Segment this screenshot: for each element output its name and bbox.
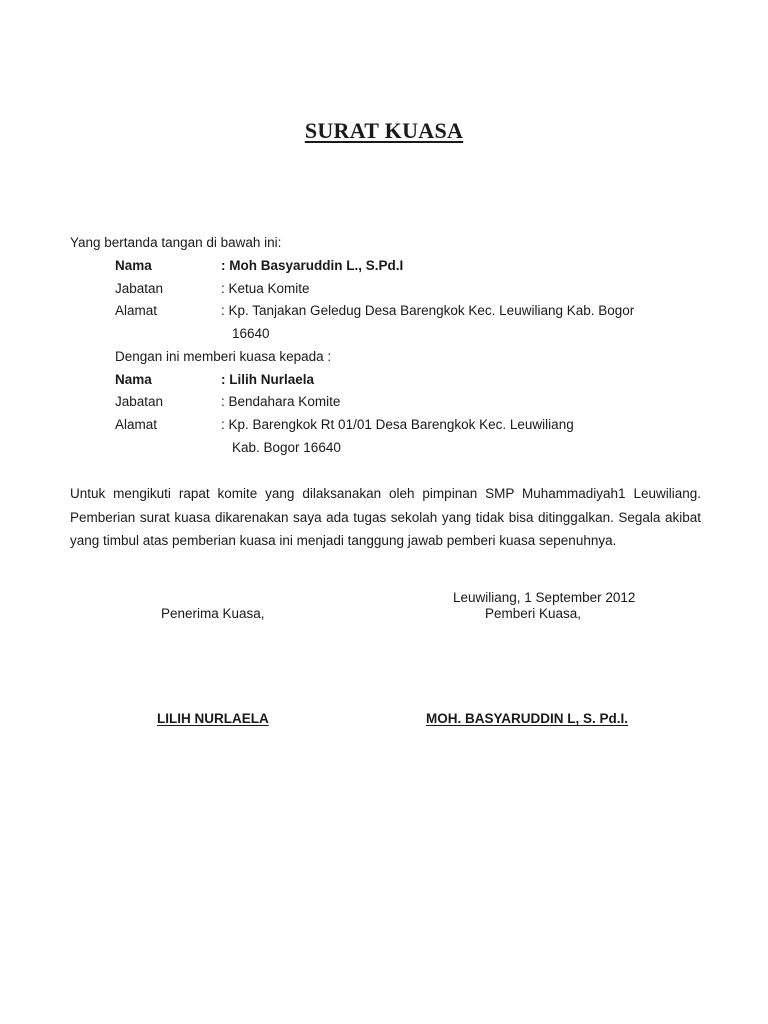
grantee-alamat-line1: : Kp. Barengkok Rt 01/01 Desa Barengkok Kec. Leuwiliang	[221, 417, 574, 432]
giver-label: Pemberi Kuasa,	[485, 606, 582, 621]
grantee-jabatan-label: Jabatan	[115, 394, 164, 409]
place-date: Leuwiliang, 1 September 2012	[453, 590, 636, 605]
title-text: SURAT KUASA	[304, 118, 464, 143]
grantor-alamat-label: Alamat	[115, 303, 158, 318]
grantee-nama-value: : Lilih Nurlaela	[221, 372, 315, 387]
grantor-jabatan-label: Jabatan	[115, 281, 164, 296]
giver-signature-name: MOH. BASYARUDDIN L, S. Pd.I.	[426, 711, 629, 726]
grantee-jabatan-value: : Bendahara Komite	[221, 394, 341, 409]
grantor-alamat-line2: 16640	[232, 326, 270, 341]
receiver-signature-name: LILIH NURLAELA	[157, 711, 269, 726]
grantor-nama-label: Nama	[115, 258, 152, 273]
receiver-label: Penerima Kuasa,	[161, 606, 265, 621]
grantee-alamat-label: Alamat	[115, 417, 158, 432]
body-paragraph: Untuk mengikuti rapat komite yang dilaksanakan oleh pimpinan SMP Muhammadiyah1 Leuwiliang. Pemberian surat kuasa dikarenakan saya ada tugas sekolah yang tidak bisa ditinggalkan. Segala akibat yang timbul atas pemberian kuasa ini menjadi tanggung jawab pemberi kuasa sepenuhnya.	[70, 486, 701, 548]
grantee-alamat-line2: Kab. Bogor 16640	[232, 440, 341, 455]
grantee-nama-label: Nama	[115, 372, 152, 387]
grantor-jabatan-value: : Ketua Komite	[221, 281, 310, 296]
grantor-alamat-line1: : Kp. Tanjakan Geledug Desa Barengkok Kec. Leuwiliang Kab. Bogor	[221, 303, 635, 318]
document-title	[0, 118, 768, 144]
intro-text: Yang bertanda tangan di bawah ini:	[70, 235, 282, 250]
transition-text: Dengan ini memberi kuasa kepada :	[115, 349, 332, 364]
grantor-nama-value: : Moh Basyaruddin L., S.Pd.I	[221, 258, 404, 273]
